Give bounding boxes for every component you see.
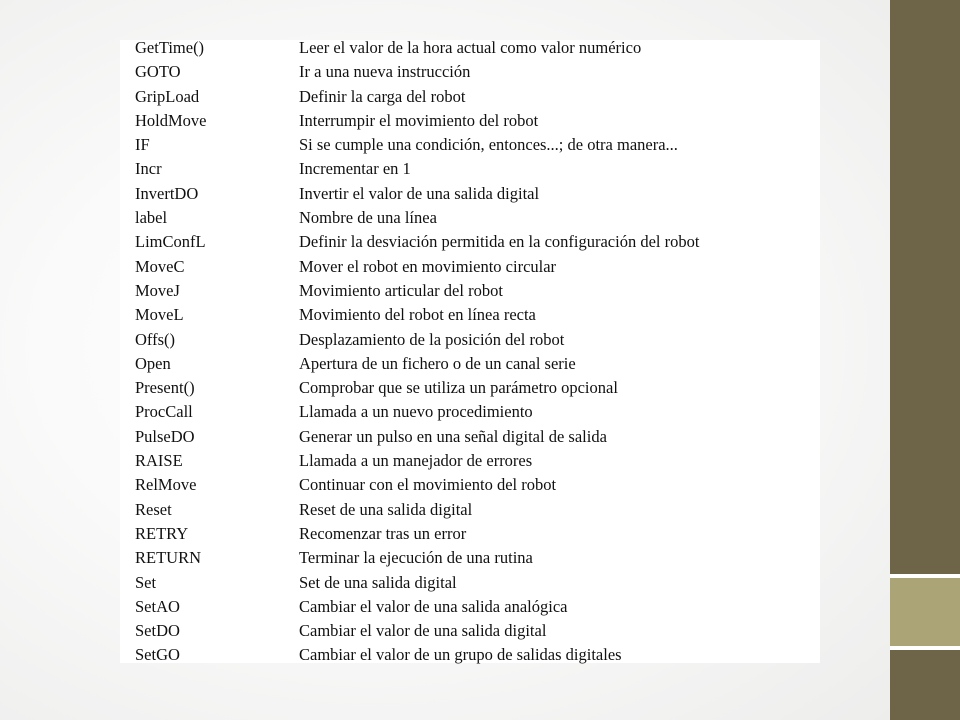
- instruction-row: [135, 157, 699, 181]
- instruction-row: [135, 449, 699, 473]
- instruction-name: label: [135, 208, 168, 228]
- instruction-name: RETURN: [135, 548, 201, 568]
- instruction-name: SetDO: [135, 621, 180, 641]
- instruction-name: Incr: [135, 159, 162, 179]
- instruction-row: [135, 376, 699, 400]
- instruction-row: [135, 595, 699, 619]
- instruction-row: [135, 546, 699, 570]
- instruction-description: Nombre de una línea: [299, 208, 437, 228]
- instruction-row: [135, 425, 699, 449]
- instruction-description: Definir la desviación permitida en la configuración del robot: [299, 232, 700, 252]
- instruction-row: [135, 279, 699, 303]
- instruction-description: Set de una salida digital: [299, 572, 457, 592]
- instruction-description: Terminar la ejecución de una rutina: [299, 548, 533, 568]
- instruction-description: Cambiar el valor de una salida analógica: [299, 596, 568, 616]
- instruction-name: Offs(): [135, 329, 176, 349]
- instruction-table: [135, 36, 699, 668]
- instruction-row: [135, 571, 699, 595]
- instruction-row: [135, 400, 699, 424]
- instruction-name: GripLoad: [135, 86, 200, 106]
- instruction-name: MoveL: [135, 305, 184, 325]
- instruction-name: GetTime(): [135, 38, 205, 57]
- instruction-name: PulseDO: [135, 426, 195, 446]
- instruction-row: [135, 619, 699, 643]
- instruction-description: Leer el valor de la hora actual como valor numérico: [299, 38, 642, 57]
- instruction-name: HoldMove: [135, 110, 207, 130]
- instruction-description: Cambiar el valor de un grupo de salidas digitales: [299, 645, 622, 665]
- accent-bar-divider-upper: [890, 574, 960, 578]
- accent-bar-bottom: [890, 648, 960, 720]
- instruction-description: Incrementar en 1: [299, 159, 411, 179]
- instruction-description: Definir la carga del robot: [299, 86, 466, 106]
- instruction-name: MoveC: [135, 256, 185, 276]
- instruction-row: [135, 498, 699, 522]
- instruction-description: Llamada a un nuevo procedimiento: [299, 402, 533, 422]
- instruction-description: Movimiento del robot en línea recta: [299, 305, 536, 325]
- instruction-name: IF: [135, 135, 150, 155]
- instruction-row: [135, 303, 699, 327]
- instruction-description: Si se cumple una condición, entonces...; de otra manera...: [299, 135, 678, 155]
- instruction-row: [135, 206, 699, 230]
- instruction-name: Reset: [135, 499, 172, 519]
- instruction-description: Desplazamiento de la posición del robot: [299, 329, 565, 349]
- instruction-name: InvertDO: [135, 183, 199, 203]
- instruction-name: MoveJ: [135, 280, 180, 300]
- instruction-row: [135, 85, 699, 109]
- instruction-row: [135, 182, 699, 206]
- side-accent-bar: [890, 0, 960, 720]
- instruction-description: Cambiar el valor de una salida digital: [299, 621, 547, 641]
- instruction-description: Comprobar que se utiliza un parámetro opcional: [299, 378, 618, 398]
- instruction-row: [135, 109, 699, 133]
- instruction-description: Interrumpir el movimiento del robot: [299, 110, 539, 130]
- instruction-description: Ir a una nueva instrucción: [299, 62, 471, 82]
- instruction-row: [135, 328, 699, 352]
- instruction-name: Set: [135, 572, 157, 592]
- instruction-row: [135, 36, 699, 60]
- instruction-row: [135, 230, 699, 254]
- accent-bar-divider-lower: [890, 646, 960, 650]
- instruction-description: Generar un pulso en una señal digital de salida: [299, 426, 607, 446]
- instruction-name: Open: [135, 353, 171, 373]
- instruction-row: [135, 352, 699, 376]
- instruction-row: [135, 522, 699, 546]
- instruction-name: RelMove: [135, 475, 197, 495]
- instruction-row: [135, 473, 699, 497]
- instruction-row: [135, 255, 699, 279]
- instruction-description: Reset de una salida digital: [299, 499, 473, 519]
- instruction-description: Recomenzar tras un error: [299, 523, 467, 543]
- instruction-name: SetAO: [135, 596, 180, 616]
- instruction-description: Invertir el valor de una salida digital: [299, 183, 540, 203]
- instruction-name: RAISE: [135, 451, 183, 471]
- instruction-name: GOTO: [135, 62, 181, 82]
- accent-bar-top: [890, 0, 960, 576]
- instruction-row: [135, 643, 699, 667]
- accent-bar-middle: [890, 576, 960, 648]
- instruction-name: Present(): [135, 378, 195, 398]
- instruction-description: Movimiento articular del robot: [299, 280, 503, 300]
- instruction-name: LimConfL: [135, 232, 206, 252]
- instruction-table-image: [120, 40, 820, 663]
- instruction-name: SetGO: [135, 645, 180, 665]
- instruction-row: [135, 60, 699, 84]
- instruction-name: ProcCall: [135, 402, 193, 422]
- instruction-description: Apertura de un fichero o de un canal serie: [299, 353, 576, 373]
- instruction-description: Continuar con el movimiento del robot: [299, 475, 557, 495]
- instruction-description: Llamada a un manejador de errores: [299, 451, 533, 471]
- instruction-name: RETRY: [135, 523, 189, 543]
- instruction-row: [135, 133, 699, 157]
- instruction-description: Mover el robot en movimiento circular: [299, 256, 557, 276]
